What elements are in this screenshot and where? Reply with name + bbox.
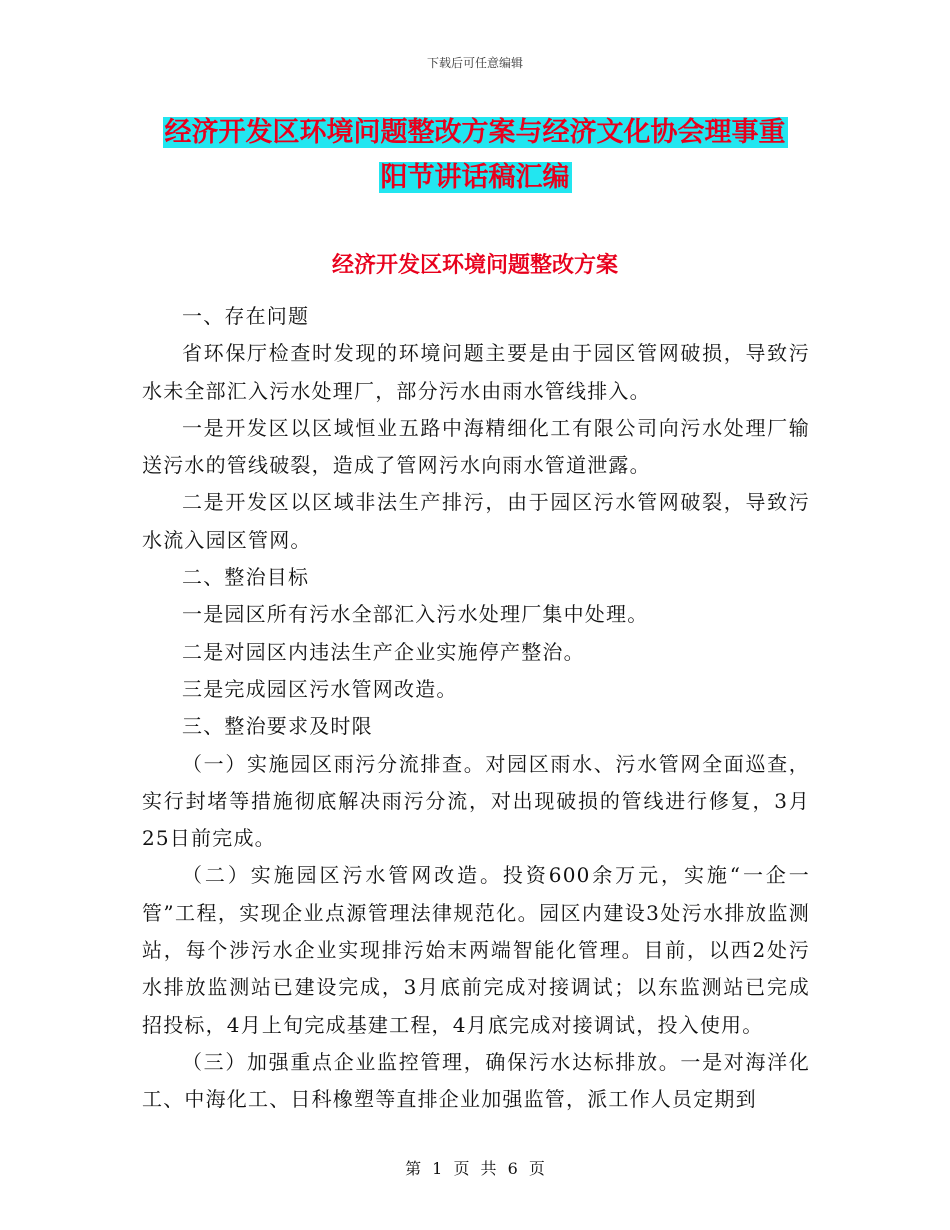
paragraph: （二）实施园区污水管网改造。投资600余万元，实施“一企一管”工程，实现企业点源管理法律规范化。园区内建设3处污水排放监测站，每个涉污水企业实现排污始末两端智能化管理。目前，以西2处污水排放监测站已建设完成，3月底前完成对接调试；以东监测站已完成招投标，4月上旬完成基建工程，4月底完成对接调试，投入使用。: [142, 863, 810, 1037]
paragraph: 省环保厅检查时发现的环境问题主要是由于园区管网破损，导致污水未全部汇入污水处理厂，部分污水由雨水管线排入。: [142, 341, 810, 403]
section-title: 经济开发区环境问题整改方案: [331, 252, 618, 278]
page-number-footer: 第 1 页 共 6 页: [405, 1159, 545, 1178]
paragraph: 二是对园区内违法生产企业实施停产整治。: [182, 639, 585, 664]
paragraph: 三是完成园区污水管网改造。: [182, 676, 458, 701]
paragraph: 一是开发区以区域恒业五路中海精细化工有限公司向污水处理厂输送污水的管线破裂，造成了管网污水向雨水管道泄露。: [142, 415, 810, 478]
paragraph: 一是园区所有污水全部汇入污水处理厂集中处理。: [182, 602, 649, 627]
paragraph: 一、存在问题: [182, 304, 310, 328]
paragraph: 二、整治目标: [182, 565, 310, 590]
header-note: 下载后可任意编辑: [426, 56, 523, 70]
paragraph: （一）实施园区雨污分流排查。对园区雨水、污水管网全面巡查，实行封堵等措施彻底解决雨污分流，对出现破损的管线进行修复，3月25日前完成。: [142, 751, 810, 851]
document-title: [140, 110, 810, 200]
document-title-line-2: 阳节讲话稿汇编: [380, 162, 570, 193]
paragraph: （三）加强重点企业监控管理，确保污水达标排放。一是对海洋化工、中海化工、日科橡塑等直排企业加强监管，派工作人员定期到: [142, 1049, 810, 1112]
paragraph: 三、整治要求及时限: [182, 714, 373, 739]
body-text: [142, 298, 810, 1119]
document-title-line-1: 经济开发区环境问题整改方案与经济文化协会理事重: [164, 117, 786, 148]
paragraph: 二是开发区以区域非法生产排污，由于园区污水管网破裂，导致污水流入园区管网。: [142, 490, 810, 552]
